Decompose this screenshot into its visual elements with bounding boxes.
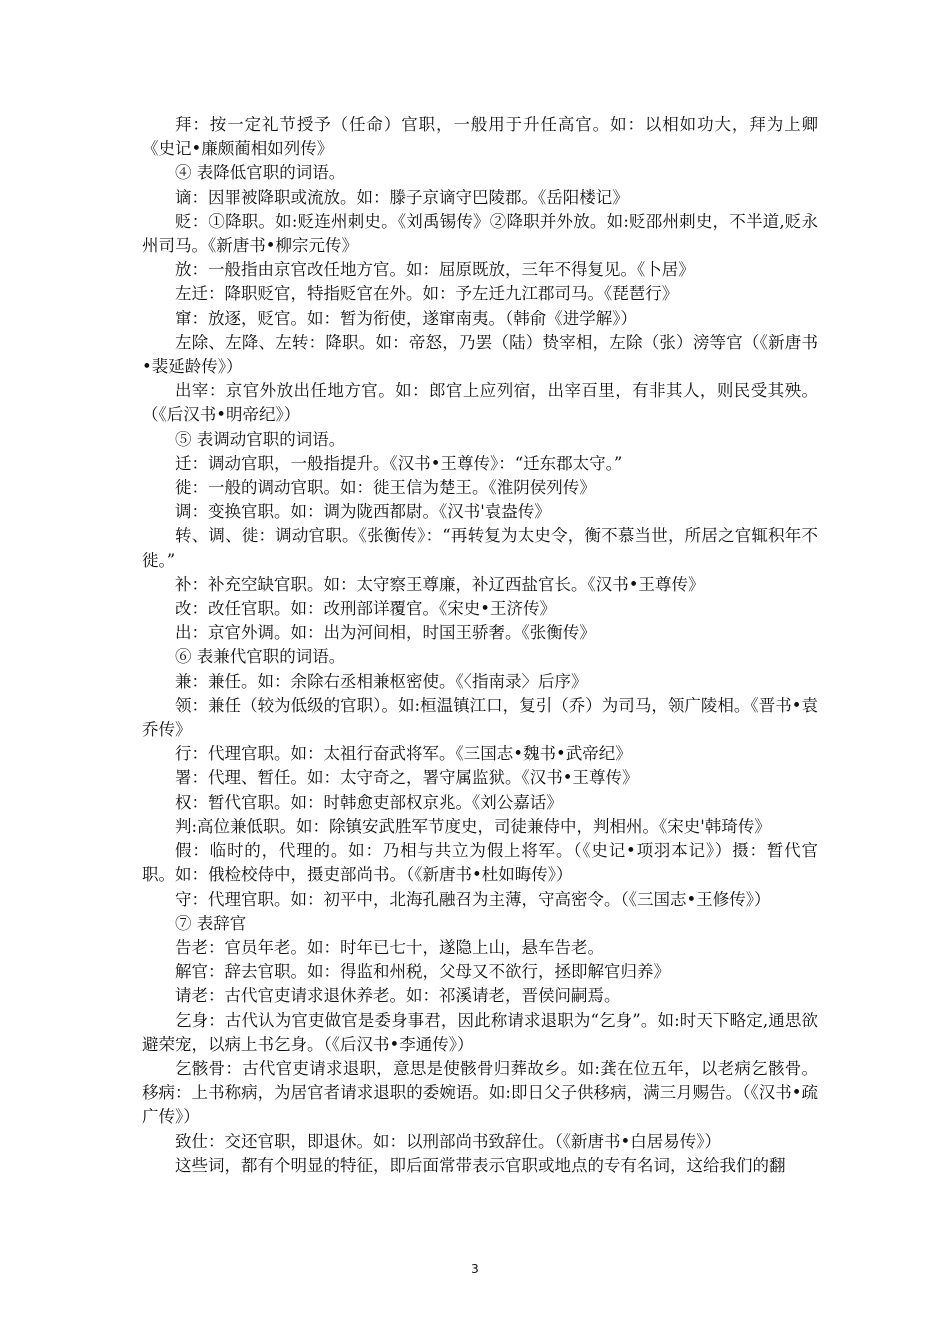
paragraph-pan: 判:高位兼低职。如：除镇安武胜军节度史，司徒兼侍中，判相州。《宋史'韩琦传》 (175, 816, 771, 836)
paragraph-cuan: 窜：放逐，贬官。如：暂为衔使，遂窜南夷。（韩俞《进学解》） (175, 308, 637, 328)
paragraph-fang: 放：一般指由京官改任地方官。如：屈原既放，三年不得复见。《卜居》 (175, 260, 695, 280)
paragraph-zuochu: 左除、左降、左转：降职。如：帝怒，乃罢（陆）贽宰相，左除（张）滂等官（《新唐书•裴延龄传》） (142, 332, 818, 377)
paragraph-xing: 行：代理官职。如：太祖行奋武将军。《三国志•魏书•武帝纪》 (175, 744, 632, 764)
section-heading-demotion: ④ 表降低官职的词语。 (175, 163, 346, 183)
paragraph-shu: 署：代理、暂任。如：太守奇之，署守属监狱。《汉书•王尊传》 (175, 768, 639, 788)
paragraph-bu: 补：补充空缺官职。如：太守察王尊廉，补辽西盐官长。《汉书•王尊传》 (175, 574, 705, 594)
paragraph-bai: 拜：按一定礼节授予（任命）官职，一般用于升任高官。如：以相如功大，拜为上卿《史记•廉颇蔺相如列传》 (142, 115, 818, 159)
paragraph-quan: 权：暂代官职。如：时韩愈吏部权京兆。《刘公嘉话》 (175, 792, 563, 812)
paragraph-bian: 贬：①降职。如:贬连州刺史。《刘禹锡传》②降职并外放。如:贬邵州刺史，不半道,贬永州司马。《新唐书•柳宗元传》 (142, 211, 818, 256)
paragraph-shou: 守：代理官职。如：初平中，北海孔融召为主薄，守高密令。（《三国志•王修传》） (175, 889, 771, 909)
section-heading-concurrent: ⑥ 表兼代官职的词语。 (175, 647, 346, 667)
paragraph-qishen: 乞身：古代认为官吏做官是委身事君，因此称请求退职为“乞身”。如:时天下略定,通思欲避荣宠，以病上书乞身。（《后汉书•李通传》） (142, 1010, 818, 1054)
paragraph-gaolao: 告老：官员年老。如：时年已七十，遂隐上山，悬车告老。 (175, 937, 604, 957)
paragraph-jieguan: 解官：辞去官职。如：得监和州税，父母又不欲行，拯即解官归养》 (175, 962, 670, 982)
body-text (142, 113, 818, 1178)
paragraph-qian: 迁：调动官职，一般指提升。《汉书•王尊传》：“迁东郡太守。” (175, 453, 623, 473)
paragraph-chuzai: 出宰：京官外放出任地方官。如：郎官上应列宿，出宰百里，有非其人，则民受其殃。（《后汉书•明帝纪》） (142, 381, 818, 425)
section-heading-transfer: ⑤ 表调动官职的词语。 (175, 429, 346, 449)
paragraph-zhe: 谪：因罪被降职或流放。如：滕子京谪守巴陵郡。《岳阳楼记》 (175, 187, 629, 207)
paragraph-qihaigu: 乞骸骨：古代官吏请求退职，意思是使骸骨归葬故乡。如:龚在位五年，以老病乞骸骨。移病：上书称病，为居官者请求退职的委婉语。如:即日父子供移病，满三月赐告。（《汉书•疏广传》） (142, 1058, 818, 1127)
paragraph-zhuan: 转、调、徙：调动官职。《张衡传》：“再转复为太史令，衡不慕当世，所居之官辄积年不徙。” (142, 526, 818, 570)
section-heading-resign: ⑦ 表辞官 (175, 913, 247, 933)
paragraph-diao: 调：变换官职。如：调为陇西都尉。《汉书'袁盎传》 (175, 502, 551, 522)
paragraph-qinglao: 请老：古代官吏请求退休养老。如：祁溪请老，晋侯问嗣焉。 (175, 986, 621, 1006)
paragraph-jian: 兼：兼任。如：余除右丞相兼枢密使。《〈指南录〉后序》 (175, 671, 588, 691)
paragraph-gai: 改：改任官职。如：改刑部详覆官。《宋史•王济传》 (175, 599, 556, 619)
paragraph-xi: 徙：一般的调动官职。如：徙王信为楚王。《淮阴侯列传》 (175, 478, 596, 498)
paragraph-ling: 领：兼任（较为低级的官职）。如:桓温镇江口，复引（乔）为司马，领广陵相。《晋书•袁乔传》 (142, 695, 818, 740)
paragraph-summary: 这些词，都有个明显的特征，即后面常带表示官职或地点的专有名词，这给我们的翻 (175, 1155, 786, 1175)
paragraph-jia: 假：临时的，代理的。如：乃相与共立为假上将军。（《史记•项羽本记》）摄：暂代官职。如：俄检校侍中，摄吏部尚书。（《新唐书•杜如晦传》） (142, 841, 818, 885)
page-number: 3 (471, 1262, 479, 1276)
paragraph-chu: 出：京官外调。如：出为河间相，时国王骄奢。《张衡传》 (175, 623, 596, 643)
paragraph-zhishi: 致仕：交还官职，即退休。如：以刑部尚书致辞仕。（《新唐书•白居易传》） (175, 1131, 721, 1151)
paragraph-zuoqian: 左迁：降职贬官，特指贬官在外。如：予左迁九江郡司马。《琵琶行》 (175, 284, 679, 304)
